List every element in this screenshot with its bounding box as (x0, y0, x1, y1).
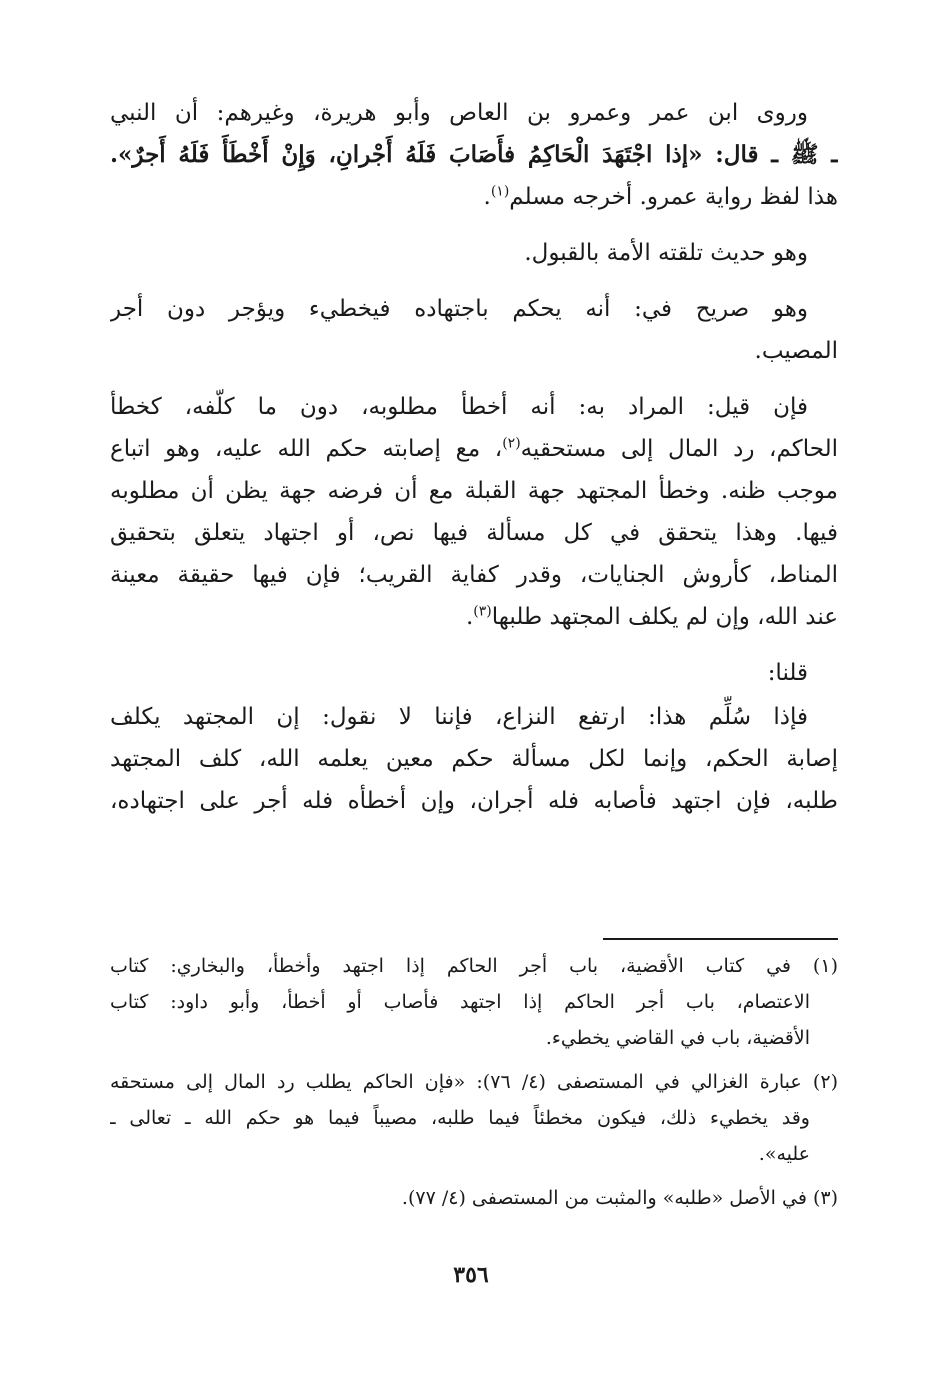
text-line: قلنا: (767, 660, 808, 686)
text-line (110, 596, 838, 638)
text-span: الحاكم، رد المال إلى مستحقيه (520, 436, 838, 462)
footnote-line: (١) في كتاب الأقضية، باب أجر الحاكم إذا اجتهد وأخطأ، والبخاري: كتاب (110, 955, 838, 977)
footnote-1 (110, 948, 838, 1056)
text-span: هذا لفظ رواية عمرو. أخرجه مسلم (509, 184, 838, 210)
footnote-2 (110, 1064, 838, 1172)
paragraph-acceptance (110, 232, 838, 274)
text-line: المصيب. (754, 338, 838, 364)
text-span: . (483, 184, 491, 210)
text-line (110, 428, 838, 470)
text-line: وروى ابن عمر وعمرو بن العاص وأبو هريرة، وغيرهم: أن النبي (110, 100, 808, 126)
footnote-line: (٣) في الأصل «طلبه» والمثبت من المستصفى (٤/ ٧٧). (401, 1187, 838, 1209)
footnote-line: وقد يخطيء ذلك، فيكون مخطئاً فيما طلبه، مصيباً فيما هو حكم الله ـ تعالى ـ (110, 1107, 810, 1129)
text-line: طلبه، فإن اجتهد فأصابه فله أجران، وإن أخطأه فله أجر على اجتهاده، (110, 788, 838, 814)
footnote-line: الاعتصام، باب أجر الحاكم إذا اجتهد فأصاب أو أخطأ، وأبو داود: كتاب (110, 991, 810, 1013)
text-span: ، مع إصابته حكم الله عليه، وهو اتباع (110, 436, 503, 462)
main-text (110, 92, 838, 836)
paragraph-hadith (110, 92, 838, 218)
footnote-line: الأقضية، باب في القاضي يخطيء. (545, 1027, 810, 1049)
text-line: إصابة الحكم، وإنما لكل مسألة حكم معين يعلمه الله، كلف المجتهد (110, 746, 838, 772)
text-line: موجب ظنه. وخطأ المجتهد جهة القبلة مع أن فرضه جهة يظن أن مطلوبه (110, 478, 838, 504)
footnote-ref[interactable]: (٣) (473, 603, 492, 620)
text-line: وهو صريح في: أنه يحكم باجتهاده فيخطيء ويؤجر دون أجر (110, 296, 808, 322)
text-span: عند الله، وإن لم يكلف المجتهد طلبها (491, 604, 838, 630)
page-number: ٣٥٦ (453, 1262, 489, 1288)
paragraph-objection (110, 386, 838, 638)
footnote-ref[interactable]: (١) (490, 183, 510, 200)
paragraph-reply (110, 696, 838, 822)
text-span: . (465, 604, 474, 630)
text-line: وهو حديث تلقته الأمة بالقبول. (524, 240, 808, 266)
footnote-3 (110, 1180, 838, 1216)
text-line: فيها. وهذا يتحقق في كل مسألة فيها نص، أو اجتهاد يتعلق بتحقيق (110, 520, 838, 546)
paragraph-explicit (110, 288, 838, 372)
text-line (110, 176, 838, 218)
footnote-line: (٢) عبارة الغزالي في المستصفى (٤/ ٧٦): «فإن الحاكم يطلب رد المال إلى مستحقه (110, 1071, 838, 1093)
hadith-line: ـ ﷺ ـ قال: «إذا اجْتَهَدَ الْحَاكِمُ فأَصَابَ فَلَهُ أَجْرانِ، وَإِنْ أَخْطَأَ فَلَهُ أَجرٌ». (110, 141, 838, 168)
paragraph-reply-heading (110, 652, 838, 694)
text-line: المناط، كأروش الجنايات، وقدر كفاية القريب؛ فإن فيها حقيقة معينة (110, 562, 838, 588)
footnote-line: عليه». (758, 1143, 810, 1165)
footnote-ref[interactable]: (٢) (502, 435, 521, 452)
footnote-list (110, 948, 838, 1224)
footnote-divider (603, 938, 838, 940)
text-line: فإذا سُلِّم هذا: ارتفع النزاع، فإننا لا نقول: إن المجتهد يكلف (110, 704, 808, 730)
text-line: فإن قيل: المراد به: أنه أخطأ مطلوبه، دون ما كلّفه، كخطأ (110, 394, 808, 420)
